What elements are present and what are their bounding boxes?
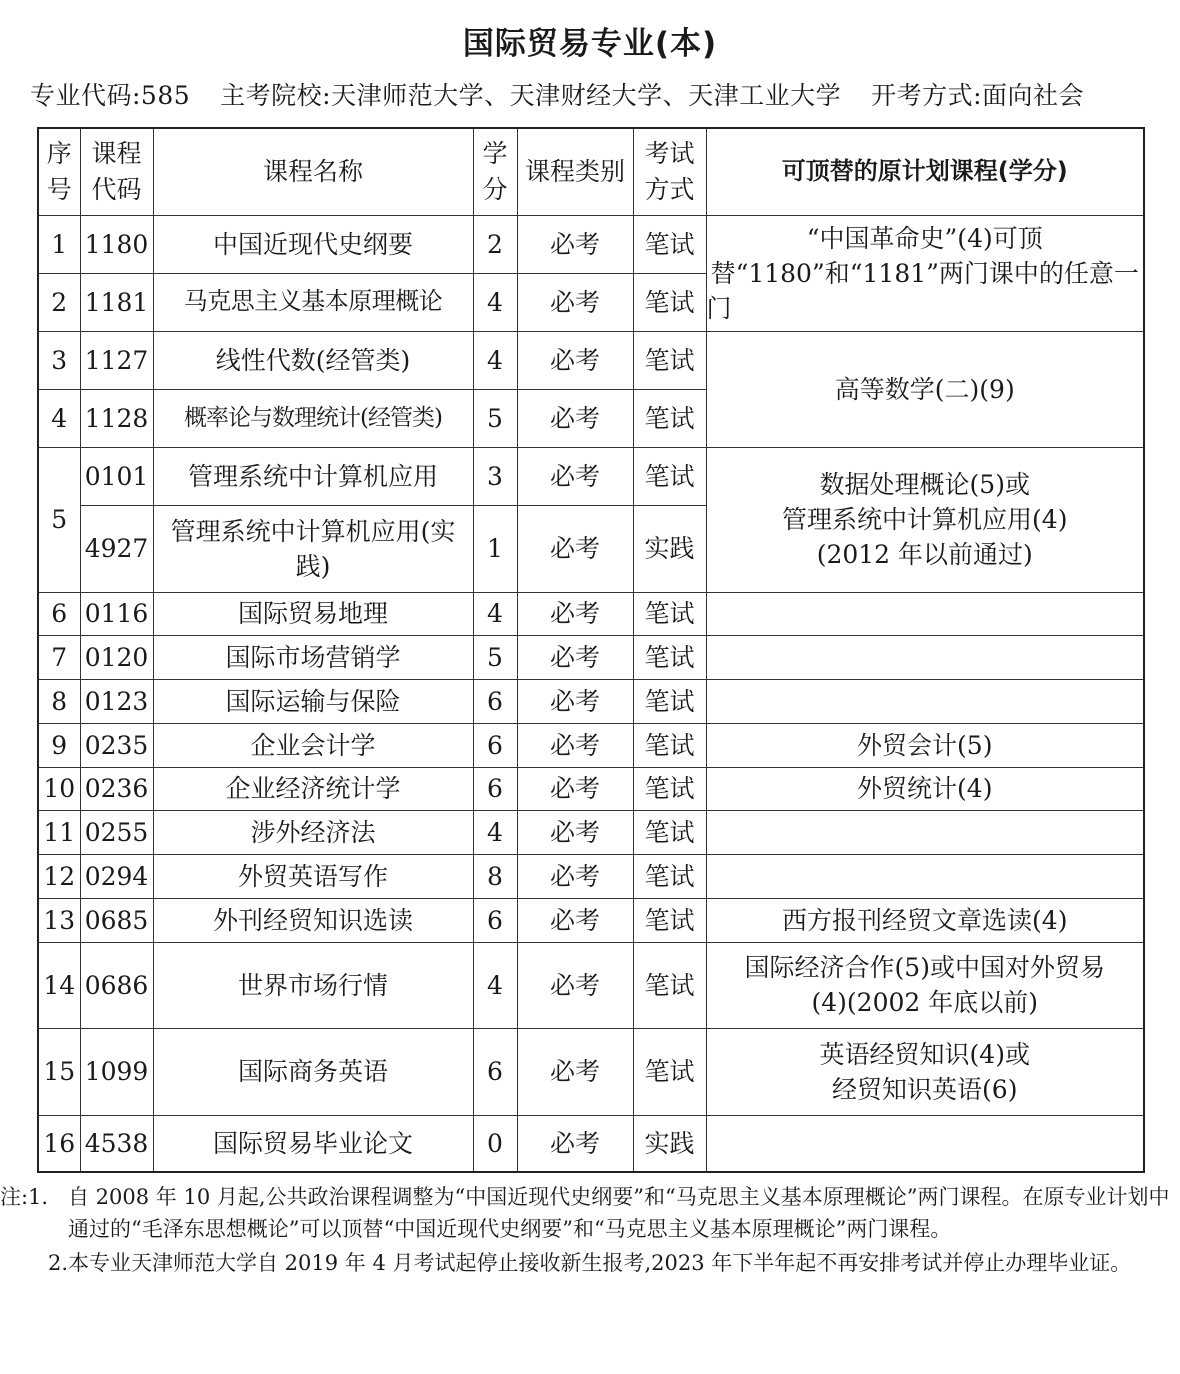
- cell-seq: 16: [38, 1115, 80, 1172]
- cell-exam: 笔试: [633, 679, 706, 723]
- cell-replace: [706, 635, 1144, 679]
- cell-credit: 6: [473, 1028, 517, 1115]
- cell-exam: 笔试: [633, 447, 706, 505]
- cell-replace: 国际经济合作(5)或中国对外贸易(4)(2002 年底以前): [706, 942, 1144, 1028]
- cell-type: 必考: [517, 898, 633, 942]
- cell-type: 必考: [517, 215, 633, 273]
- cell-code: 0123: [80, 679, 153, 723]
- cell-code: 0116: [80, 592, 153, 635]
- exam-mode: 开考方式:面向社会: [871, 81, 1085, 110]
- cell-replace: [706, 447, 1144, 592]
- cell-type: 必考: [517, 1115, 633, 1172]
- note-item: [0, 1182, 1170, 1245]
- header-seq: 序号: [38, 128, 80, 215]
- cell-name: 外刊经贸知识选读: [153, 898, 473, 942]
- cell-seq: 9: [38, 723, 80, 767]
- cell-credit: 4: [473, 592, 517, 635]
- cell-replace: [706, 1115, 1144, 1172]
- cell-code: 1180: [80, 215, 153, 273]
- header-credit: 学分: [473, 128, 517, 215]
- cell-name: 线性代数(经管类): [153, 331, 473, 389]
- cell-code: 1181: [80, 273, 153, 331]
- cell-replace: [706, 679, 1144, 723]
- cell-name: 国际贸易毕业论文: [153, 1115, 473, 1172]
- major-code: 专业代码:585: [30, 81, 191, 110]
- cell-seq: 5: [38, 447, 80, 592]
- replace-line: 英语经贸知识(4)或: [819, 1039, 1030, 1069]
- cell-replace: [706, 810, 1144, 854]
- cell-exam: 笔试: [633, 767, 706, 810]
- cell-exam: 笔试: [633, 942, 706, 1028]
- cell-replace: [706, 854, 1144, 898]
- header-type: 课程类别: [517, 128, 633, 215]
- cell-seq: 11: [38, 810, 80, 854]
- cell-credit: 5: [473, 635, 517, 679]
- table-row: [38, 767, 1144, 810]
- note-lead: 2.: [47, 1251, 68, 1275]
- cell-code: 1099: [80, 1028, 153, 1115]
- table-row: [38, 810, 1144, 854]
- cell-seq: 13: [38, 898, 80, 942]
- note-item: [0, 1248, 1170, 1280]
- cell-type: 必考: [517, 389, 633, 447]
- cell-credit: 4: [473, 273, 517, 331]
- cell-exam: 笔试: [633, 273, 706, 331]
- table-row: [38, 1115, 1144, 1172]
- cell-credit: 6: [473, 898, 517, 942]
- cell-exam: 笔试: [633, 215, 706, 273]
- cell-name: 管理系统中计算机应用: [153, 447, 473, 505]
- cell-name: 外贸英语写作: [153, 854, 473, 898]
- cell-code: 4538: [80, 1115, 153, 1172]
- cell-code: 1128: [80, 389, 153, 447]
- cell-replace: “中国革命史”(4)可顶替“1180”和“1181”两门课中的任意一门: [706, 215, 1144, 331]
- cell-replace: [706, 1028, 1144, 1115]
- cell-seq: 15: [38, 1028, 80, 1115]
- cell-code: 0120: [80, 635, 153, 679]
- cell-code: 0235: [80, 723, 153, 767]
- cell-code: 0685: [80, 898, 153, 942]
- cell-type: 必考: [517, 592, 633, 635]
- table-row: [38, 215, 1144, 273]
- cell-credit: 1: [473, 505, 517, 592]
- cell-type: 必考: [517, 767, 633, 810]
- note-text: 本专业天津师范大学自 2019 年 4 月考试起停止接收新生报考,2023 年下半年起不再安排考试并停止办理毕业证。: [68, 1251, 1132, 1275]
- cell-type: 必考: [517, 854, 633, 898]
- cell-seq: 14: [38, 942, 80, 1028]
- cell-replace: 西方报刊经贸文章选读(4): [706, 898, 1144, 942]
- cell-type: 必考: [517, 635, 633, 679]
- cell-name: 国际贸易地理: [153, 592, 473, 635]
- table-row: [38, 723, 1144, 767]
- cell-seq: 2: [38, 273, 80, 331]
- cell-replace: 外贸统计(4): [706, 767, 1144, 810]
- course-table: [37, 127, 1145, 1173]
- cell-type: 必考: [517, 810, 633, 854]
- cell-exam: 实践: [633, 505, 706, 592]
- cell-name: 概率论与数理统计(经管类): [153, 389, 473, 447]
- cell-exam: 笔试: [633, 635, 706, 679]
- table-row: [38, 679, 1144, 723]
- cell-seq: 3: [38, 331, 80, 389]
- header-code: 课程代码: [80, 128, 153, 215]
- page-title: 国际贸易专业(本): [462, 26, 718, 62]
- cell-type: 必考: [517, 942, 633, 1028]
- cell-replace: 高等数学(二)(9): [706, 331, 1144, 447]
- header-exam: 考试方式: [633, 128, 706, 215]
- cell-type: 必考: [517, 447, 633, 505]
- cell-credit: 0: [473, 1115, 517, 1172]
- cell-name: 企业经济统计学: [153, 767, 473, 810]
- cell-type: 必考: [517, 505, 633, 592]
- cell-code: 0294: [80, 854, 153, 898]
- table-row: [38, 854, 1144, 898]
- cell-credit: 2: [473, 215, 517, 273]
- cell-seq: 4: [38, 389, 80, 447]
- cell-exam: 笔试: [633, 810, 706, 854]
- table-row: [38, 942, 1144, 1028]
- cell-exam: 笔试: [633, 898, 706, 942]
- cell-credit: 3: [473, 447, 517, 505]
- cell-name: 国际商务英语: [153, 1028, 473, 1115]
- cell-name: 国际运输与保险: [153, 679, 473, 723]
- cell-code: 0101: [80, 447, 153, 505]
- cell-credit: 8: [473, 854, 517, 898]
- note-lead: 注:1.: [0, 1185, 49, 1209]
- cell-code: 0255: [80, 810, 153, 854]
- cell-name: 世界市场行情: [153, 942, 473, 1028]
- cell-code: 4927: [80, 505, 153, 592]
- cell-seq: 12: [38, 854, 80, 898]
- header-row: [38, 128, 1144, 215]
- cell-name: 管理系统中计算机应用(实践): [153, 505, 473, 592]
- header-replace: 可顶替的原计划课程(学分): [706, 128, 1144, 215]
- notes: [0, 1182, 1170, 1280]
- replace-line: 数据处理概论(5)或: [819, 470, 1030, 499]
- cell-name: 国际市场营销学: [153, 635, 473, 679]
- cell-seq: 6: [38, 592, 80, 635]
- cell-type: 必考: [517, 273, 633, 331]
- cell-exam: 笔试: [633, 723, 706, 767]
- cell-exam: 笔试: [633, 854, 706, 898]
- cell-replace: [706, 592, 1144, 635]
- cell-code: 0236: [80, 767, 153, 810]
- cell-exam: 实践: [633, 1115, 706, 1172]
- cell-type: 必考: [517, 1028, 633, 1115]
- cell-seq: 8: [38, 679, 80, 723]
- cell-code: 1127: [80, 331, 153, 389]
- cell-credit: 6: [473, 767, 517, 810]
- table-row: [38, 898, 1144, 942]
- cell-name: 马克思主义基本原理概论: [153, 273, 473, 331]
- table-row: [38, 635, 1144, 679]
- cell-name: 中国近现代史纲要: [153, 215, 473, 273]
- replace-line: (2012 年以前通过): [816, 540, 1033, 569]
- replace-line: 管理系统中计算机应用(4): [782, 505, 1068, 534]
- table-row: [38, 1028, 1144, 1115]
- cell-type: 必考: [517, 679, 633, 723]
- major-meta: [30, 76, 1084, 112]
- cell-type: 必考: [517, 331, 633, 389]
- cell-exam: 笔试: [633, 331, 706, 389]
- cell-credit: 4: [473, 331, 517, 389]
- cell-exam: 笔试: [633, 1028, 706, 1115]
- cell-credit: 4: [473, 810, 517, 854]
- cell-credit: 5: [473, 389, 517, 447]
- cell-credit: 6: [473, 723, 517, 767]
- header-name: 课程名称: [153, 128, 473, 215]
- table-row: [38, 331, 1144, 389]
- cell-seq: 1: [38, 215, 80, 273]
- cell-code: 0686: [80, 942, 153, 1028]
- cell-name: 涉外经济法: [153, 810, 473, 854]
- cell-exam: 笔试: [633, 389, 706, 447]
- cell-type: 必考: [517, 723, 633, 767]
- cell-seq: 7: [38, 635, 80, 679]
- cell-credit: 4: [473, 942, 517, 1028]
- exam-schools: 主考院校:天津师范大学、天津财经大学、天津工业大学: [220, 81, 842, 110]
- cell-credit: 6: [473, 679, 517, 723]
- table-row: [38, 592, 1144, 635]
- replace-line: 经贸知识英语(6): [832, 1074, 1018, 1104]
- cell-exam: 笔试: [633, 592, 706, 635]
- cell-name: 企业会计学: [153, 723, 473, 767]
- cell-seq: 10: [38, 767, 80, 810]
- table-row: [38, 447, 1144, 505]
- cell-replace: 外贸会计(5): [706, 723, 1144, 767]
- note-text: 自 2008 年 10 月起,公共政治课程调整为“中国近现代史纲要”和“马克思主义基本原理概论”两门课程。在原专业计划中通过的“毛泽东思想概论”可以顶替“中国近现代史纲要”和“马克思主义基本原理概论”两门课程。: [68, 1185, 1170, 1241]
